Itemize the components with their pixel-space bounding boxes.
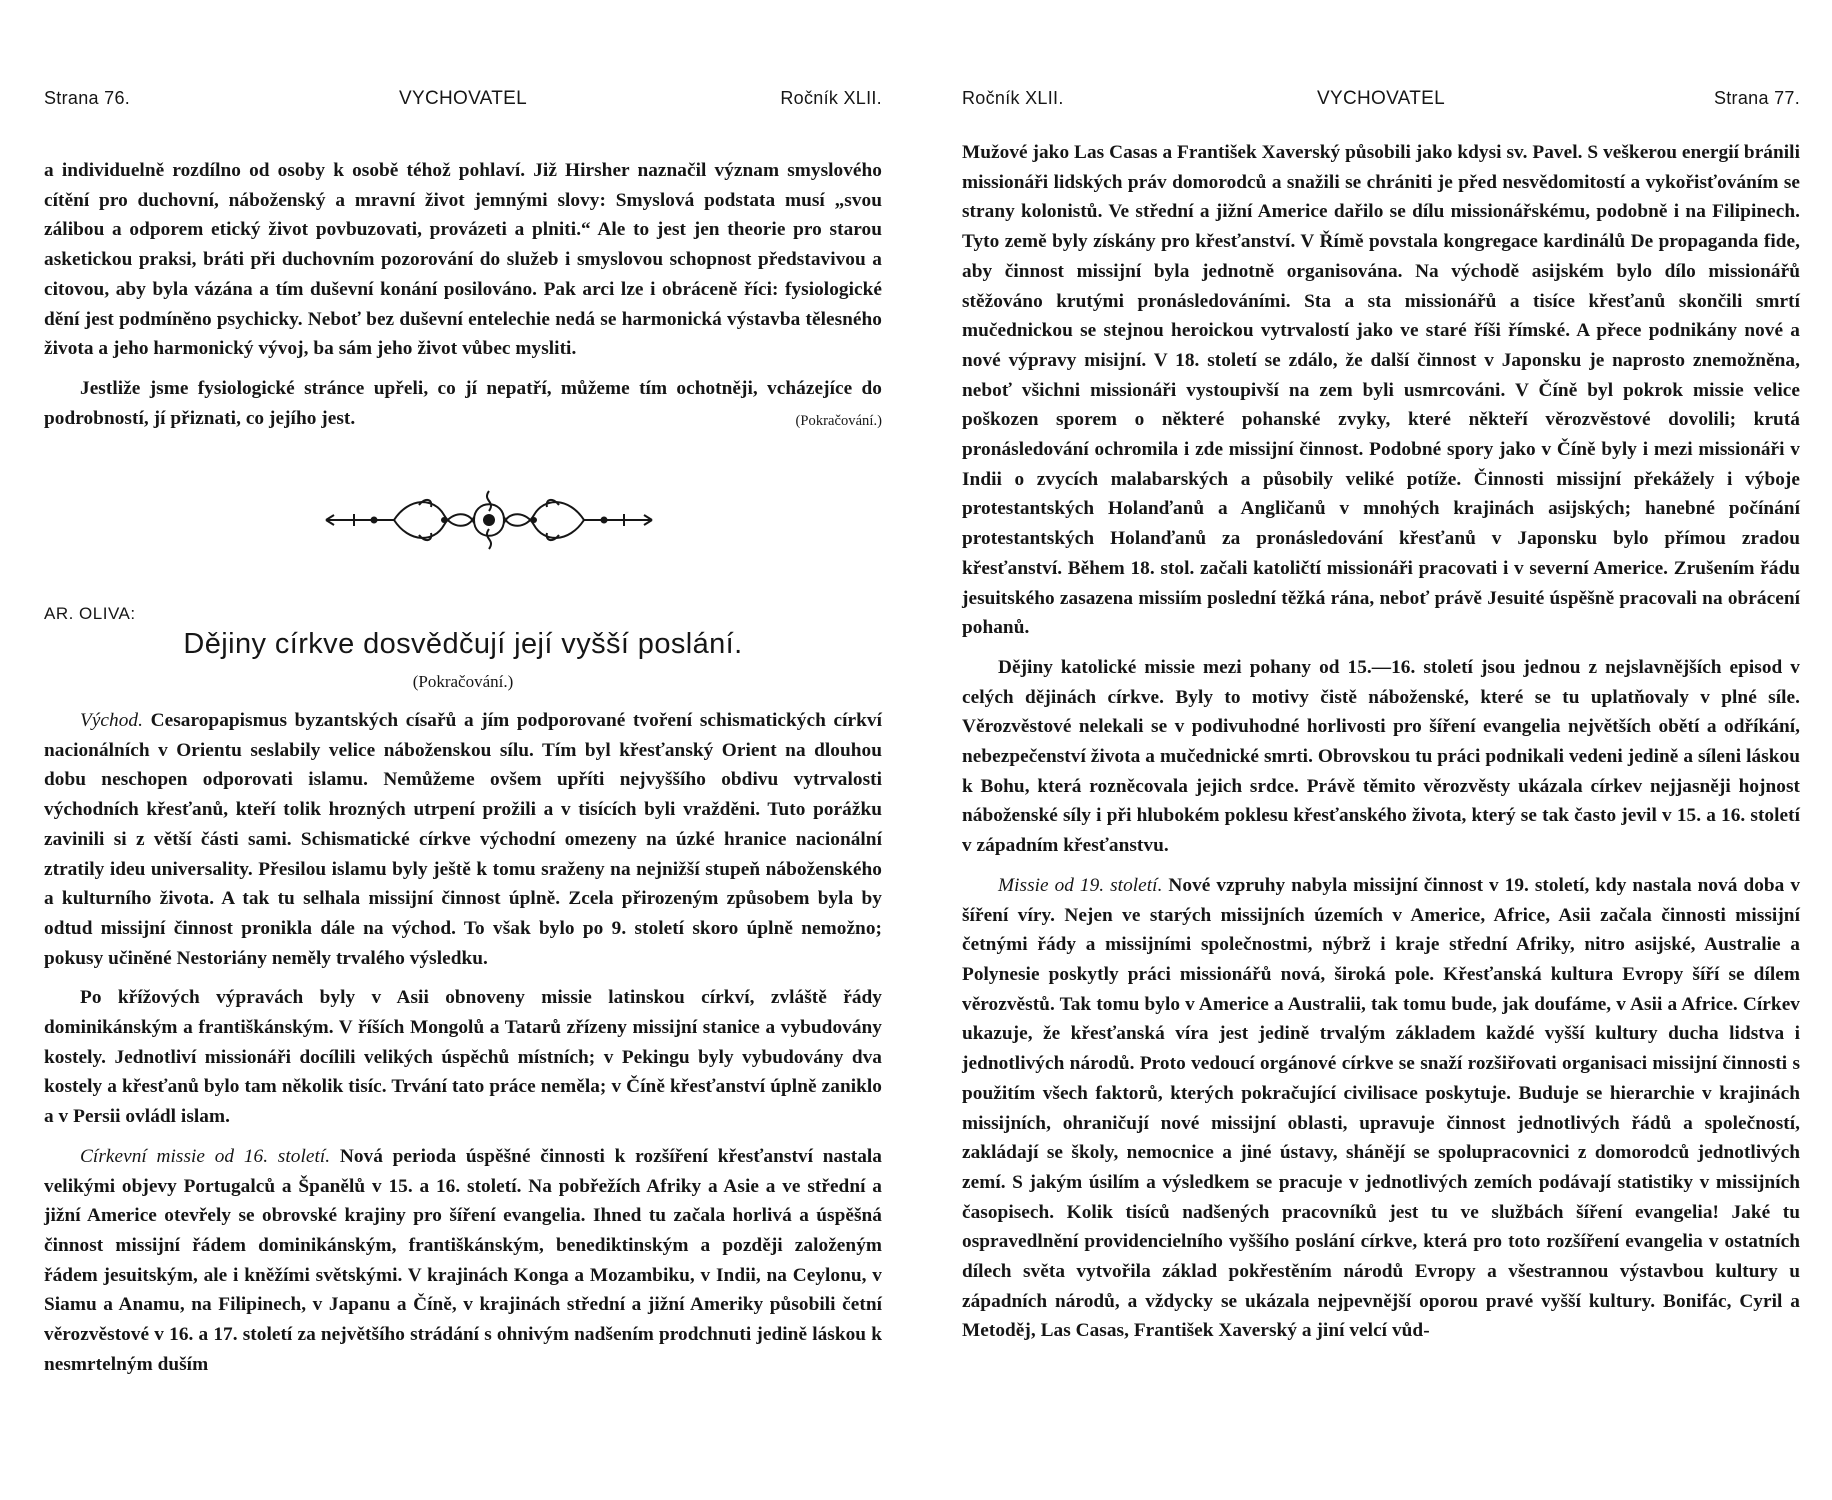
paragraph: Dějiny katolické missie mezi pohany od 15.—16. století jsou jednou z nejslavnějších episod v celých dějinách církve. Byly to motivy čistě náboženské, které se tu uplatňovaly v plné síle. Věrozvěstové nelekali se v podivuhodné horlivosti pro šíření evangelia největších obětí a odříkání, nebezpečenství života a mučednické smrti. Obrovskou tu práci podnikali vedeni jedině a síleni láskou k Bohu, která rozněcovala jejich srdce. Právě těmito věrozvěsty ukázala církev nejjasněji hojnost náboženské síly i při hlubokém poklesu křesťanského života, který se tak často jevil v 15. a 16. století v západním křesťanstvu. <box>962 656 1800 857</box>
left-article-text <box>44 706 882 1379</box>
paragraph: Jestliže jsme fysiologické stránce upřeli, co jí nepatří, můžeme tím ochotněji, vcházejíce do podrobností, jí přiznati, co jejího jest. (Pokračování.) <box>44 374 882 433</box>
volume-label: Ročník XLII. <box>780 88 882 108</box>
right-page <box>962 0 1800 1500</box>
page-number-label: Strana 76. <box>44 88 131 108</box>
paragraph: Církevní missie od 16. století. Nová perioda úspěšné činnosti k rozšíření křesťanství nastala velikými objevy Portugalců a Španělů v 15. a 16. století. Na pobřežích Afriky a Asie a ve střední a jižní Americe otevřely se obrovské krajiny pro šíření evangelia. Ihned tu začala horlivá a úspěšná činnost missijní řádem dominikánským, františkánským, benediktinským a později založeným řádem jesuitským, ale i kněžími světskými. V krajinách Konga a Mozambiku, v Indii, na Ceylonu, v Siamu a Anamu, na Filipinech, v Japanu a Číně, v krajinách střední a jižní Ameriky působili četní věrozvěstové v 16. a 17. století za největšího strádání s ohnivým nadšením prodchnuti jedině láskou k nesmrtelným duším <box>44 1145 883 1375</box>
paragraph: Východ. Cesaropapismus byzantských císařů a jím podporované tvoření schismatických církví nacionálních v Orientu seslabily velice náboženskou sílu. Tím byl křesťanský Orient na dlouhou dobu neschopen odporovati islamu. Nemůžeme ovšem upříti nejvyššího obdivu vytrvalosti východních křesťanů, kteří tolik hrozných utrpení prožili a v tisících byli vražděni. Tuto porážku zavinili si z větší části sami. Schismatické církve východní omezeny na úzké hranice nacionální ztratily ideu universality. Přesilou islamu byly ještě k tomu sraženy na nejnižší stupeň náboženského a kulturního života. A tak tu selhala missijní činnost úplně. Zcela přirozeným způsobem byla by odtud missijní činnost pronikla dále na východ. To však bylo po 9. století skoro úplně nemožno; pokusy učiněné Nestoriány neměly trvalého výsledku. <box>44 710 882 969</box>
page-number-label: Strana 77. <box>1713 88 1800 108</box>
journal-title: VYCHOVATEL <box>1317 88 1445 109</box>
right-article-text <box>962 138 1800 1346</box>
left-page <box>44 0 882 1500</box>
article-author: AR. OLIVA: <box>44 604 136 623</box>
floral-scroll-ornament-icon <box>324 487 654 553</box>
right-running-head <box>962 88 1800 114</box>
journal-title: VYCHOVATEL <box>399 88 527 109</box>
paragraph: Po křížových výpravách byly v Asii obnoveny missie latinskou církví, zvláště řády dominikánským a františkánským. V říších Mongolů a Tatarů zřízeny missijní stanice a vybudovány kostely. Jednotliví missionáři docílili velikých úspěchů místních; v Pekingu byly vybudovány dva kostely a křesťanů bylo tam několik tisíc. Trvání tato práce neměla; v Číně křesťanství úplně zaniklo a v Persii ovládl islam. <box>44 987 882 1128</box>
article-title: Dějiny církve dosvědčují její vyšší poslání. <box>183 628 743 660</box>
paragraph: Mužové jako Las Casas a František Xaverský působili jako kdysi sv. Pavel. S veškerou energií bránili missionáři lidských práv domorodců a snažili se chrániti je před nesvědomitostí a vykořisťováním se strany kolonistů. Ve střední a jižní Americe dařilo se dílu missionářskému, podobně i na Filipinech. Tyto země byly získány pro křesťanství. V Římě povstala kongregace kardinálů De propaganda fide, aby činnost missijní byla jednotně organisována. Na východě asijském bylo dílo missionářů stěžováno krutými pronásledováními. Sta a sta missionářů a tisíce křesťanů skončili smrtí mučednickou se stejnou heroickou vytrvalostí jako ve staré říši římské. A přece podnikány nové a nové výpravy misijní. V 18. století se zdálo, že další činnost v Japonsku je naprosto znemožněna, neboť všichni missionáři vystoupivší na zem byli usmrcováni. V Číně byl pokrok missie velice poškozen sporem o některé pohanské zvyky, které někteří věrozvěstové dovolili; krutá pronásledování ochromila i zde missijní činnost. Podobné spory jako v Číně byly i mezi missionáři v Indii o zvycích malabarských a působily veliké potíže. Činnosti missijní překážely i výboje protestantských Holanďanů a Angličanů v mnohých krajinách asijských; hanebné počínání protestantských Holanďanů za pronásledování křesťanů v Japonsku bylo přímou zradou křesťanství. Během 18. stol. začali katoličtí missionáři pracovati i v severní Americe. Zrušením řádu jesuitského zasazena missiím poslední těžká rána, neboť právě Jesuité úspěšně pracovali na obrácení pohanů. <box>962 142 1800 639</box>
paragraph: Missie od 19. století. Nové vzpruhy nabyla missijní činnost v 19. století, kdy nastala nová doba v šíření víry. Nejen ve starých missijních územích v Americe, Africe, Asii začala činnosti missijní četnými řády a missijními společnostmi, nýbrž i kraje střední Afriky, nitro asijské, Australie a Polynesie poskytly práci missionářů nová, široká pole. Křesťanská kultura Evropy šíří se dílem věrozvěstů. Tak tomu bylo v Americe a Australii, tak tomu bude, jak doufáme, v Asii a Africe. Církev ukazuje, že křesťanská víra jest jedině trvalým základem každé vyšší kultury ducha lidstva i jednotlivých národů. Proto vedoucí orgánové církve se snaží rozšiřovati organisaci missijní činnosti s použitím všech faktorů, kterých pokračující civilisace poskytuje. Buduje se hierarchie v krajinách missijních, ohraničují nové missijní oblasti, upravuje činnost jednotlivých řádů a společností, zakládají se školy, nemocnice a jiné ústavy, shánějí se spolupracovnici z domorodců jednotlivých zemí. S jakým úsilím a výsledkem se pracuje v jednotlivých zemích podávají statistiky v missijních časopisech. Kolik tisíců nadšených pracovníků jest tu ve službách šíření evangelia! Jaké tu ospravedlnění providencielního vyššího poslání církve, která pro toto rozšíření evangelia v ostatních dílech světa vytvořila základ pokřestěním národů Evropy a všestrannou výstavbou kultury u západních národů, a vždycky se ukázala nejpevnější oporou pravé vyšší kultury. Bonifác, Cyril a Metoděj, Las Casas, František Xaverský a jiní velcí vůd- <box>962 874 1801 1342</box>
left-intro-text <box>44 156 882 436</box>
volume-label: Ročník XLII. <box>962 88 1064 108</box>
article-subtitle: (Pokračování.) <box>412 672 514 691</box>
paragraph: a individuelně rozdílno od osoby k osobě téhož pohlaví. Již Hirsher naznačil význam smyslového cítění pro duchovní, náboženský a mravní život jemnými slovy: Smyslová podstata musí „svou zálibou a odporem etický život povbuzovati, provázeti a plniti.“ Ale to jest jen theorie pro starou asketickou praksi, bráti při duchovním pozorování do služeb i smyslovou schopnost představivou a citovou, aby byla vázána a tím duševní konání posilováno. Pak arci lze i obráceně říci: fysiologické dění jest podmíněno psychicky. Neboť bez duševní entelechie nedá se harmonická výstavba tělesného života a jeho harmonický vývoj, ba sám jeho život vůbec mysliti. <box>44 160 882 360</box>
left-running-head <box>44 88 882 114</box>
continued-note: (Pokračování.) <box>795 412 882 429</box>
